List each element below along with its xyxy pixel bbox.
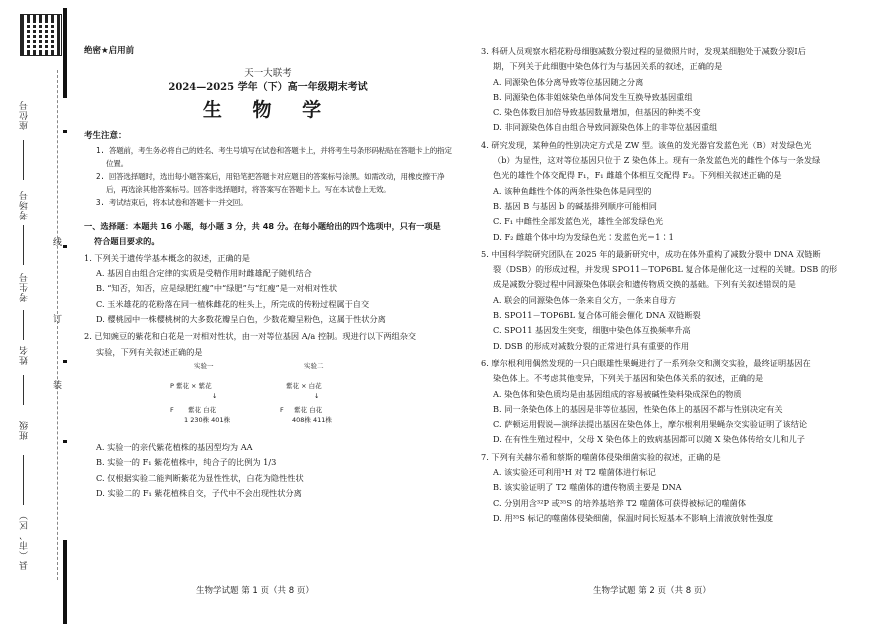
cut-mark: 线: [53, 238, 63, 248]
option-c: C. 玉米雄花的花粉落在同一植株雌花的柱头上，所完成的传粉过程属于自交: [96, 298, 370, 309]
margin-bar: [63, 245, 67, 248]
question-stem-cont: （b）为显性，这对等位基因只位于 Z 染色体上。现有一条发蓝色光的雌性个体与一条发绿: [493, 155, 821, 166]
option-d: D. F₂ 雌雄个体中均为发绿色光∶发蓝色光＝1∶1: [493, 231, 674, 242]
exp1-counts: 1 230株 401株: [184, 415, 231, 424]
option-a: A. 该种鱼雌性个体的两条性染色体是同型的: [493, 185, 652, 196]
exp1-label: 实验一: [194, 361, 214, 370]
question-stem-cont: 裂（DSB）的形成过程，并发现 SPO11－TOP6BL 复合体是催化这一过程的关键。DSB 的形: [493, 264, 838, 275]
question-stem-cont: 期，下列关于此细胞中染色体行为与基因关系的叙述，正确的是: [493, 61, 723, 72]
question-stem: 4. 研究发现，某种鱼的性别决定方式是 ZW 型。该鱼的发光器官发蓝色光（B）对发绿色光: [481, 139, 812, 150]
section-heading-cont: 符合题目要求的。: [94, 235, 160, 246]
option-d: D. DSB 的形成对减数分裂的正常进行具有重要的作用: [493, 340, 690, 351]
question-stem-cont: 色光的雄性个体交配得 F₁，F₁ 雌雄个体相互交配得 F₂。下列相关叙述正确的是: [493, 170, 782, 181]
blank-line: [23, 225, 24, 265]
option-c: C. SPO11 基因发生突变，细胞中染色体互换频率升高: [493, 325, 691, 336]
option-a: A. 该实验还可利用³H 对 T2 噬菌体进行标记: [493, 467, 656, 478]
question-2: [84, 329, 452, 501]
option-b: B. “知否，知否，应是绿肥红瘦”中“绿肥”与“红瘦”是一对相对性状: [96, 283, 338, 294]
exam-organization: 天一大联考: [244, 68, 292, 80]
option-a: A. 染色体和染色质均是由基因组成的容易被碱性染料染成深色的物质: [493, 388, 742, 399]
option-d: D. 在有性生殖过程中，父母 X 染色体上的致病基因都可以随 X 染色体传给女儿和儿子: [493, 434, 805, 445]
option-b: B. SPO11－TOP6BL 复合体可能会催化 DNA 双链断裂: [493, 310, 701, 321]
question-7: [481, 450, 853, 526]
option-b: B. 该实验证明了 T2 噬菌体的遗传物质主要是 DNA: [493, 482, 682, 493]
binding-margin: [0, 0, 70, 630]
blank-line: [23, 140, 24, 180]
option-c: C. 萨顿运用假说—演绎法提出基因在染色体上，摩尔根利用果蝇杂交实验证明了该结论: [493, 419, 808, 430]
question-stem: 1. 下列关于遗传学基本概念的叙述，正确的是: [84, 252, 250, 263]
notice-item: 3. 考试结束后，将本试卷和答题卡一并交回。: [96, 197, 248, 207]
exp1-f1-label: F: [170, 405, 174, 414]
exp2-parents: 紫花 × 白花: [286, 381, 322, 390]
option-c: C. 分别用含³²P 或³⁵S 的培养基培养 T2 噬菌体可获得被标记的噬菌体: [493, 497, 747, 508]
margin-bar: [63, 440, 67, 443]
question-stem: 6. 摩尔根利用偶然发现的一只白眼雄性果蝇进行了一系列杂交和测交实验，最终证明基因在: [481, 357, 811, 368]
blank-line: [23, 455, 24, 505]
page-footer: 生物学试题 第 1 页（共 8 页）: [196, 586, 314, 596]
blank-line: [23, 310, 24, 340]
margin-bar: [63, 360, 67, 363]
blank-line: [23, 375, 24, 405]
option-d: D. 用³⁵S 标记的噬菌体侵染细菌，保温时间长短基本不影响上清液放射性强度: [493, 512, 774, 523]
option-c: C. 染色体数目加倍导致基因数量增加，但基因的种类不变: [493, 107, 701, 118]
option-a: A. 实验一的亲代紫花植株的基因型均为 AA: [96, 441, 253, 452]
margin-bar: [63, 540, 67, 624]
question-stem-cont: 实验，下列有关叙述正确的是: [96, 346, 203, 357]
option-a: A. 同源染色体分离导致等位基因随之分离: [493, 76, 644, 87]
exp2-f1-label: F: [280, 405, 284, 414]
margin-bar: [63, 8, 67, 98]
name-label: 姓名: [20, 345, 30, 365]
option-b: B. 同一条染色体上的基因是非等位基因，性染色体上的基因不都与性别决定有关: [493, 403, 783, 414]
arrow-icon: ↓: [212, 391, 218, 400]
county-label: 县（市、区）: [20, 510, 30, 570]
option-b: B. 同源染色体非姐妹染色单体间发生互换导致基因重组: [493, 91, 693, 102]
page-footer: 生物学试题 第 2 页（共 8 页）: [593, 586, 711, 596]
page-2: [481, 44, 853, 526]
page-1: [84, 44, 452, 501]
question-stem: 2. 已知豌豆的紫花和白花是一对相对性状，由一对等位基因 A/a 控制。现进行以下两组杂交: [84, 331, 417, 342]
option-b: B. 实验一的 F₁ 紫花植株中，纯合子的比例为 1/3: [96, 457, 277, 468]
room-no-label: 考场号: [20, 190, 30, 220]
option-d: D. 实验二的 F₁ 紫花植株自交，子代中不会出现性状分离: [96, 487, 302, 498]
question-stem: 5. 中国科学院研究团队在 2025 年的最新研究中，成功在体外重构了减数分裂中 DNA 双链断: [481, 248, 821, 259]
cross-diagram: [144, 362, 452, 438]
exam-no-label: 考生号: [20, 272, 30, 302]
class-label: 班级: [20, 420, 30, 440]
seat-no-label: 座位号: [20, 100, 30, 130]
notice-item: 1. 答题前，考生务必将自己的姓名、考生号填写在试卷和答题卡上，并将考生号条形码粘贴在答题卡上的指定位置。: [96, 145, 452, 168]
secret-mark: 绝密★启用前: [84, 46, 135, 56]
option-a: A. 联会的同源染色体一条来自父方，一条来自母方: [493, 294, 677, 305]
question-4: [481, 138, 853, 245]
question-stem: 7. 下列有关赫尔希和蔡斯的噬菌体侵染细菌实验的叙述，正确的是: [481, 451, 721, 462]
notice-title: 考生注意：: [84, 130, 127, 141]
question-3: [481, 44, 853, 136]
cut-mark: 装: [53, 381, 63, 391]
option-a: A. 基因自由组合定律的实质是受精作用时雌雄配子随机结合: [96, 268, 312, 279]
exp1-parents: P 紫花 × 紫花: [170, 381, 212, 390]
cut-line: [57, 70, 58, 580]
exam-title: 2024—2025 学年（下）高一年级期末考试: [168, 82, 368, 94]
option-b: B. 基因 B 与基因 b 的碱基排列顺序可能相同: [493, 200, 657, 211]
exp2-offspring: 紫花 白花: [294, 405, 323, 414]
question-stem-cont: 成是减数分裂过程中同源染色体联会和遗传物质交换的基础。下列有关叙述错误的是: [493, 279, 796, 290]
exp2-counts: 408株 411株: [292, 415, 332, 424]
question-stem: 3. 科研人员观察水稻花粉母细胞减数分裂过程的显微照片时，发现某细胞处于减数分裂Ⅰ后: [481, 46, 806, 56]
section-heading: 一、选择题：本题共 16 小题，每小题 3 分，共 48 分。在每小题给出的四个选项中，只有一项是: [84, 220, 441, 231]
option-c: C. F₁ 中雌性全部发蓝色光，雄性全部发绿色光: [493, 216, 664, 227]
option-d: D. 樱桃园中一株樱桃树的大多数花瓣呈白色，少数花瓣呈粉色，这属于性状分离: [96, 314, 386, 325]
subject-title: 生 物 学: [202, 99, 334, 122]
cut-mark: 订: [53, 315, 63, 325]
exp2-label: 实验二: [304, 361, 324, 370]
option-c: C. 仅根据实验二能判断紫花为显性性状，白花为隐性性状: [96, 472, 304, 483]
option-d: D. 非同源染色体自由组合导致同源染色体上的非等位基因重组: [493, 122, 718, 133]
question-stem-cont: 染色体上。不考虑其他变异，下列关于基因和染色体关系的叙述，正确的是: [493, 373, 764, 384]
qr-code: [20, 14, 62, 56]
exp1-offspring: 紫花 白花: [188, 405, 217, 414]
arrow-icon: ↓: [314, 391, 320, 400]
notice-item: 2. 回答选择题时，选出每小题答案后，用铅笔把答题卡对应题目的答案标号涂黑。如需改动，用橡皮擦干净后，再选涂其他答案标号。回答非选择题时，将答案写在答题卡上。写在本试卷上无效。: [96, 171, 445, 194]
margin-bar: [63, 130, 67, 133]
question-1: [84, 251, 452, 327]
question-6: [481, 356, 853, 448]
question-5: [481, 247, 853, 354]
